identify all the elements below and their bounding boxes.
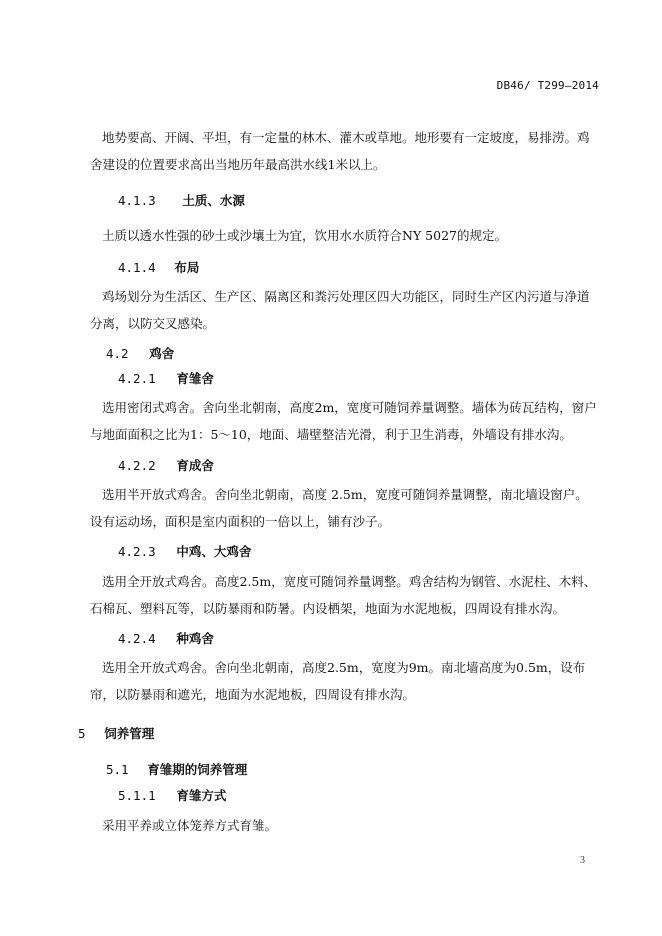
paragraph-terrain: 地势要高、开阔、平坦，有一定量的林木、灌木或草地。地形要有一定坡度，易排涝。鸡舍建设的位置要求高出当地历年最高洪水线1米以上。 — [90, 130, 590, 172]
heading-5-1 — [106, 760, 247, 778]
heading-number: 4.1.3 — [118, 193, 156, 208]
heading-number: 4.2.1 — [118, 371, 156, 386]
heading-5 — [78, 724, 154, 742]
heading-number: 4.2.2 — [118, 458, 156, 473]
heading-title: 种鸡舍 — [176, 631, 214, 646]
heading-4-1-4 — [118, 258, 199, 276]
paragraph-grower-house: 选用半开放式鸡舍。舍向坐北朝南，高度 2.5m，宽度可随饲养量调整，南北墙设窗户。设有运动场，面积是室内面积的一倍以上，铺有沙子。 — [90, 487, 588, 529]
heading-title: 育雏舍 — [176, 371, 214, 386]
heading-title: 中鸡、大鸡舍 — [176, 544, 252, 559]
heading-number: 5.1.1 — [118, 788, 156, 803]
heading-4-2-2 — [118, 456, 214, 474]
heading-number: 4.2.3 — [118, 544, 156, 559]
heading-number: 5 — [78, 726, 86, 741]
heading-title: 土质、水源 — [182, 193, 245, 208]
paragraph-adult-chicken-house: 选用全开放式鸡舍。高度2.5m，宽度可随饲养量调整。鸡舍结构为钢管、水泥柱、木料、石棉瓦、塑料瓦等，以防暴雨和防暑。内设栖架，地面为水泥地板，四周设有排水沟。 — [90, 574, 597, 616]
page-number: 3 — [580, 855, 585, 866]
paragraph-soil-water: 土质以透水性强的砂土或沙壤土为宜，饮用水水质符合NY 5027的规定。 — [102, 228, 507, 243]
heading-number: 5.1 — [106, 762, 129, 777]
paragraph-layout: 鸡场划分为生活区、生产区、隔离区和粪污处理区四大功能区，同时生产区内污道与净道分离，以防交叉感染。 — [90, 289, 590, 331]
heading-4-2-3 — [118, 542, 251, 560]
heading-title: 育雏方式 — [176, 788, 227, 803]
heading-4-2-4 — [118, 629, 214, 647]
paragraph-brooding-house: 选用密闭式鸡舍。舍向坐北朝南，高度2m，宽度可随饲养量调整。墙体为砖瓦结构，窗户与地面面积之比为1：5～10，地面、墙壁整洁光滑，利于卫生消毒，外墙设有排水沟。 — [90, 400, 597, 442]
heading-5-1-1 — [118, 786, 226, 804]
heading-title: 鸡舍 — [149, 346, 175, 361]
heading-4-1-3 — [118, 191, 245, 209]
paragraph-breeder-house: 选用全开放式鸡舍。舍向坐北朝南，高度2.5m，宽度为9m。南北墙高度为0.5m，设布帘，以防暴雨和遮光，地面为水泥地板，四周设有排水沟。 — [90, 660, 586, 702]
document-code-header: DB46/ T299—2014 — [496, 79, 599, 92]
heading-number: 4.1.4 — [118, 260, 156, 275]
heading-number: 4.2 — [106, 346, 129, 361]
heading-title: 饲养管理 — [104, 726, 155, 741]
paragraph-brooding-method: 采用平养或立体笼养方式育雏。 — [102, 818, 278, 833]
heading-number: 4.2.4 — [118, 631, 156, 646]
heading-4-2 — [106, 344, 174, 362]
heading-title: 育成舍 — [176, 458, 214, 473]
heading-title: 育雏期的饲养管理 — [147, 762, 248, 777]
heading-title: 布局 — [174, 260, 200, 275]
heading-4-2-1 — [118, 369, 214, 387]
